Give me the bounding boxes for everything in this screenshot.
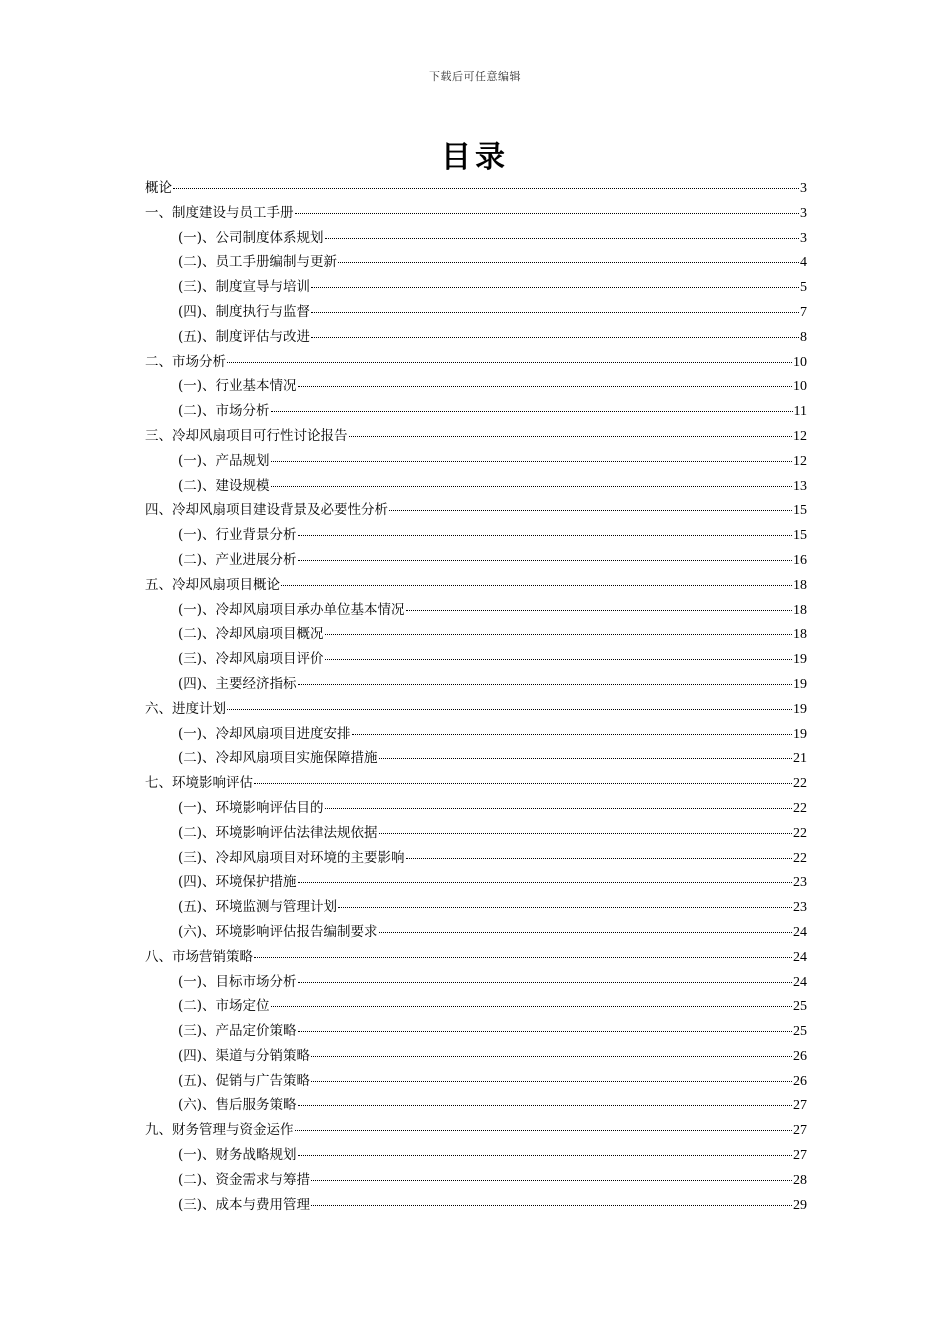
toc-entry-page: 11 [793, 404, 807, 420]
toc-dot-leader [311, 1179, 792, 1181]
toc-entry-page: 15 [793, 503, 807, 519]
toc-entry-label: (一)、冷却风扇项目承办单位基本情况 [178, 601, 405, 618]
toc-entry[interactable] [145, 1044, 807, 1069]
toc-entry-label: (一)、公司制度体系规划 [178, 229, 324, 246]
toc-dot-leader [338, 261, 799, 263]
toc-entry[interactable] [145, 697, 807, 722]
toc-entry[interactable] [145, 250, 807, 275]
toc-entry[interactable] [145, 350, 807, 375]
toc-dot-leader [338, 906, 792, 908]
toc-entry-page: 29 [793, 1197, 807, 1213]
toc-dot-leader [311, 311, 799, 313]
toc-dot-leader [389, 509, 792, 511]
toc-entry[interactable] [145, 424, 807, 449]
toc-dot-leader [227, 361, 792, 363]
toc-dot-leader [298, 385, 792, 387]
toc-entry[interactable] [145, 498, 807, 523]
toc-entry[interactable] [145, 647, 807, 672]
toc-entry[interactable] [145, 573, 807, 598]
toc-entry-label: (三)、制度宣导与培训 [178, 279, 311, 296]
toc-entry-page: 28 [793, 1172, 807, 1188]
toc-entry[interactable] [145, 275, 807, 300]
toc-dot-leader [298, 981, 792, 983]
toc-entry[interactable] [145, 1019, 807, 1044]
toc-dot-leader [325, 807, 792, 809]
toc-entry-page: 24 [793, 924, 807, 940]
toc-entry-label: (四)、渠道与分销策略 [178, 1047, 311, 1064]
toc-dot-leader [298, 1030, 792, 1032]
toc-entry-page: 19 [793, 701, 807, 717]
toc-dot-leader [298, 1104, 792, 1106]
toc-entry-label: 八、市场营销策略 [145, 948, 253, 965]
toc-entry[interactable] [145, 399, 807, 424]
toc-entry[interactable] [145, 1093, 807, 1118]
toc-entry[interactable] [145, 672, 807, 697]
toc-dot-leader [311, 1204, 792, 1206]
toc-dot-leader [298, 559, 792, 561]
toc-entry-label: (一)、行业背景分析 [178, 527, 297, 544]
toc-entry-page: 25 [793, 1024, 807, 1040]
toc-dot-leader [298, 1154, 792, 1156]
toc-dot-leader [406, 609, 792, 611]
toc-entry-page: 3 [800, 205, 807, 221]
toc-entry[interactable] [145, 226, 807, 251]
toc-entry-label: 六、进度计划 [145, 700, 226, 717]
toc-entry-page: 3 [800, 230, 807, 246]
toc-entry[interactable] [145, 474, 807, 499]
toc-entry[interactable] [145, 746, 807, 771]
toc-dot-leader [271, 460, 792, 462]
toc-dot-leader [379, 931, 792, 933]
toc-entry[interactable] [145, 870, 807, 895]
toc-entry-label: (四)、制度执行与监督 [178, 303, 311, 320]
toc-entry-label: (二)、资金需求与筹措 [178, 1171, 311, 1188]
toc-dot-leader [295, 212, 800, 214]
toc-dot-leader [379, 832, 792, 834]
toc-entry-page: 19 [793, 726, 807, 742]
toc-dot-leader [271, 410, 793, 412]
toc-entry-label: 四、冷却风扇项目建设背景及必要性分析 [145, 502, 388, 519]
toc-entry[interactable] [145, 722, 807, 747]
toc-entry[interactable] [145, 201, 807, 226]
toc-entry-label: (一)、行业基本情况 [178, 378, 297, 395]
toc-entry-page: 5 [800, 280, 807, 296]
toc-entry-page: 12 [793, 453, 807, 469]
toc-entry-label: 一、制度建设与员工手册 [145, 204, 294, 221]
toc-entry-page: 27 [793, 1148, 807, 1164]
toc-entry[interactable] [145, 300, 807, 325]
toc-entry-page: 22 [793, 825, 807, 841]
toc-dot-leader [325, 237, 799, 239]
toc-entry[interactable] [145, 970, 807, 995]
toc-dot-leader [281, 584, 792, 586]
toc-entry-label: (一)、财务战略规划 [178, 1147, 297, 1164]
toc-entry-page: 26 [793, 1048, 807, 1064]
toc-entry-page: 8 [800, 329, 807, 345]
toc-dot-leader [311, 1055, 792, 1057]
toc-entry[interactable] [145, 622, 807, 647]
toc-dot-leader [227, 708, 792, 710]
toc-entry-page: 10 [793, 354, 807, 370]
toc-entry-page: 3 [800, 181, 807, 196]
toc-entry-label: (五)、制度评估与改进 [178, 328, 311, 345]
toc-entry-page: 15 [793, 528, 807, 544]
toc-entry-label: (二)、建设规模 [178, 477, 270, 494]
toc-entry[interactable] [145, 1069, 807, 1094]
toc-entry-page: 27 [793, 1098, 807, 1114]
toc-entry[interactable] [145, 895, 807, 920]
toc-entry-label: (一)、环境影响评估目的 [178, 799, 324, 816]
toc-entry[interactable] [145, 771, 807, 796]
toc-entry-label: (二)、市场分析 [178, 403, 270, 420]
toc-entry[interactable] [145, 945, 807, 970]
toc-entry-label: 九、财务管理与资金运作 [145, 1122, 294, 1139]
toc-entry[interactable] [145, 523, 807, 548]
toc-entry[interactable] [145, 994, 807, 1019]
toc-entry-page: 22 [793, 776, 807, 792]
toc-entry-page: 22 [793, 850, 807, 866]
toc-dot-leader [311, 336, 799, 338]
toc-title: 目录 [441, 140, 509, 175]
toc-entry-label: (六)、环境影响评估报告编制要求 [178, 923, 378, 940]
toc-entry-label: 七、环境影响评估 [145, 775, 253, 792]
toc-dot-leader [325, 658, 792, 660]
toc-entry-page: 12 [793, 428, 807, 444]
toc-entry-label: (四)、主要经济指标 [178, 675, 297, 692]
toc-entry-label: (二)、环境影响评估法律法规依据 [178, 824, 378, 841]
toc-entry-page: 24 [793, 949, 807, 965]
toc-entry-label: 二、市场分析 [145, 353, 226, 370]
toc-entry-page: 18 [793, 602, 807, 618]
toc-entry-label: 三、冷却风扇项目可行性讨论报告 [145, 427, 348, 444]
toc-dot-leader [379, 757, 792, 759]
toc-dot-leader [352, 733, 792, 735]
toc-entry[interactable] [145, 1118, 807, 1143]
toc-entry-page: 24 [793, 974, 807, 990]
toc-entry-label: (五)、促销与广告策略 [178, 1072, 311, 1089]
toc-entry-label: (一)、产品规划 [178, 452, 270, 469]
toc-entry-page: 16 [793, 552, 807, 568]
header-note: 下载后可任意编辑 [429, 70, 521, 83]
toc-entry-page: 4 [800, 255, 807, 271]
toc-dot-leader [271, 1005, 792, 1007]
toc-entry[interactable] [145, 796, 807, 821]
toc-entry[interactable] [145, 374, 807, 399]
toc-entry[interactable] [145, 598, 807, 623]
toc-entry-label: (一)、冷却风扇项目进度安排 [178, 725, 351, 742]
toc-entry-page: 13 [793, 478, 807, 494]
toc-entry[interactable] [145, 1168, 807, 1193]
table-of-contents [145, 176, 807, 1217]
toc-dot-leader [406, 857, 792, 859]
toc-entry[interactable] [145, 449, 807, 474]
toc-entry[interactable] [145, 548, 807, 573]
toc-dot-leader [325, 633, 792, 635]
toc-entry-page: 10 [793, 379, 807, 395]
toc-entry-label: (六)、售后服务策略 [178, 1097, 297, 1114]
toc-entry-label: (二)、员工手册编制与更新 [178, 254, 338, 271]
toc-entry[interactable] [145, 821, 807, 846]
toc-entry-page: 23 [793, 900, 807, 916]
toc-entry-page: 21 [793, 751, 807, 767]
toc-entry-page: 27 [793, 1123, 807, 1139]
toc-entry-label: (二)、产业进展分析 [178, 551, 297, 568]
toc-dot-leader [298, 881, 792, 883]
toc-entry-label: 五、冷却风扇项目概论 [145, 576, 280, 593]
toc-entry[interactable] [145, 325, 807, 350]
toc-entry[interactable] [145, 846, 807, 871]
toc-dot-leader [173, 187, 799, 189]
toc-entry-label: (四)、环境保护措施 [178, 874, 297, 891]
toc-entry-page: 7 [800, 304, 807, 320]
toc-dot-leader [311, 286, 799, 288]
toc-entry-page: 19 [793, 652, 807, 668]
toc-entry[interactable] [145, 920, 807, 945]
toc-dot-leader [298, 683, 792, 685]
toc-dot-leader [254, 956, 792, 958]
toc-dot-leader [254, 782, 792, 784]
toc-entry-label: (三)、成本与费用管理 [178, 1196, 311, 1213]
toc-entry-page: 19 [793, 676, 807, 692]
toc-entry-page: 25 [793, 999, 807, 1015]
toc-entry-page: 18 [793, 627, 807, 643]
toc-entry-label: (三)、冷却风扇项目评价 [178, 651, 324, 668]
toc-dot-leader [349, 435, 793, 437]
toc-entry-label: (五)、环境监测与管理计划 [178, 899, 338, 916]
toc-entry[interactable] [145, 176, 807, 201]
toc-entry-label: (二)、冷却风扇项目实施保障措施 [178, 750, 378, 767]
toc-entry-label: (一)、目标市场分析 [178, 973, 297, 990]
toc-entry-label: (二)、市场定位 [178, 998, 270, 1015]
toc-dot-leader [271, 485, 792, 487]
toc-entry-label: (二)、冷却风扇项目概况 [178, 626, 324, 643]
toc-dot-leader [298, 534, 792, 536]
toc-entry-label: 概论 [145, 180, 172, 196]
toc-entry[interactable] [145, 1143, 807, 1168]
toc-dot-leader [311, 1080, 792, 1082]
toc-dot-leader [295, 1129, 793, 1131]
toc-entry-page: 22 [793, 800, 807, 816]
toc-entry-label: (三)、产品定价策略 [178, 1023, 297, 1040]
toc-entry-page: 26 [793, 1073, 807, 1089]
toc-entry-page: 23 [793, 875, 807, 891]
toc-entry[interactable] [145, 1193, 807, 1218]
toc-entry-page: 18 [793, 577, 807, 593]
toc-entry-label: (三)、冷却风扇项目对环境的主要影响 [178, 849, 405, 866]
